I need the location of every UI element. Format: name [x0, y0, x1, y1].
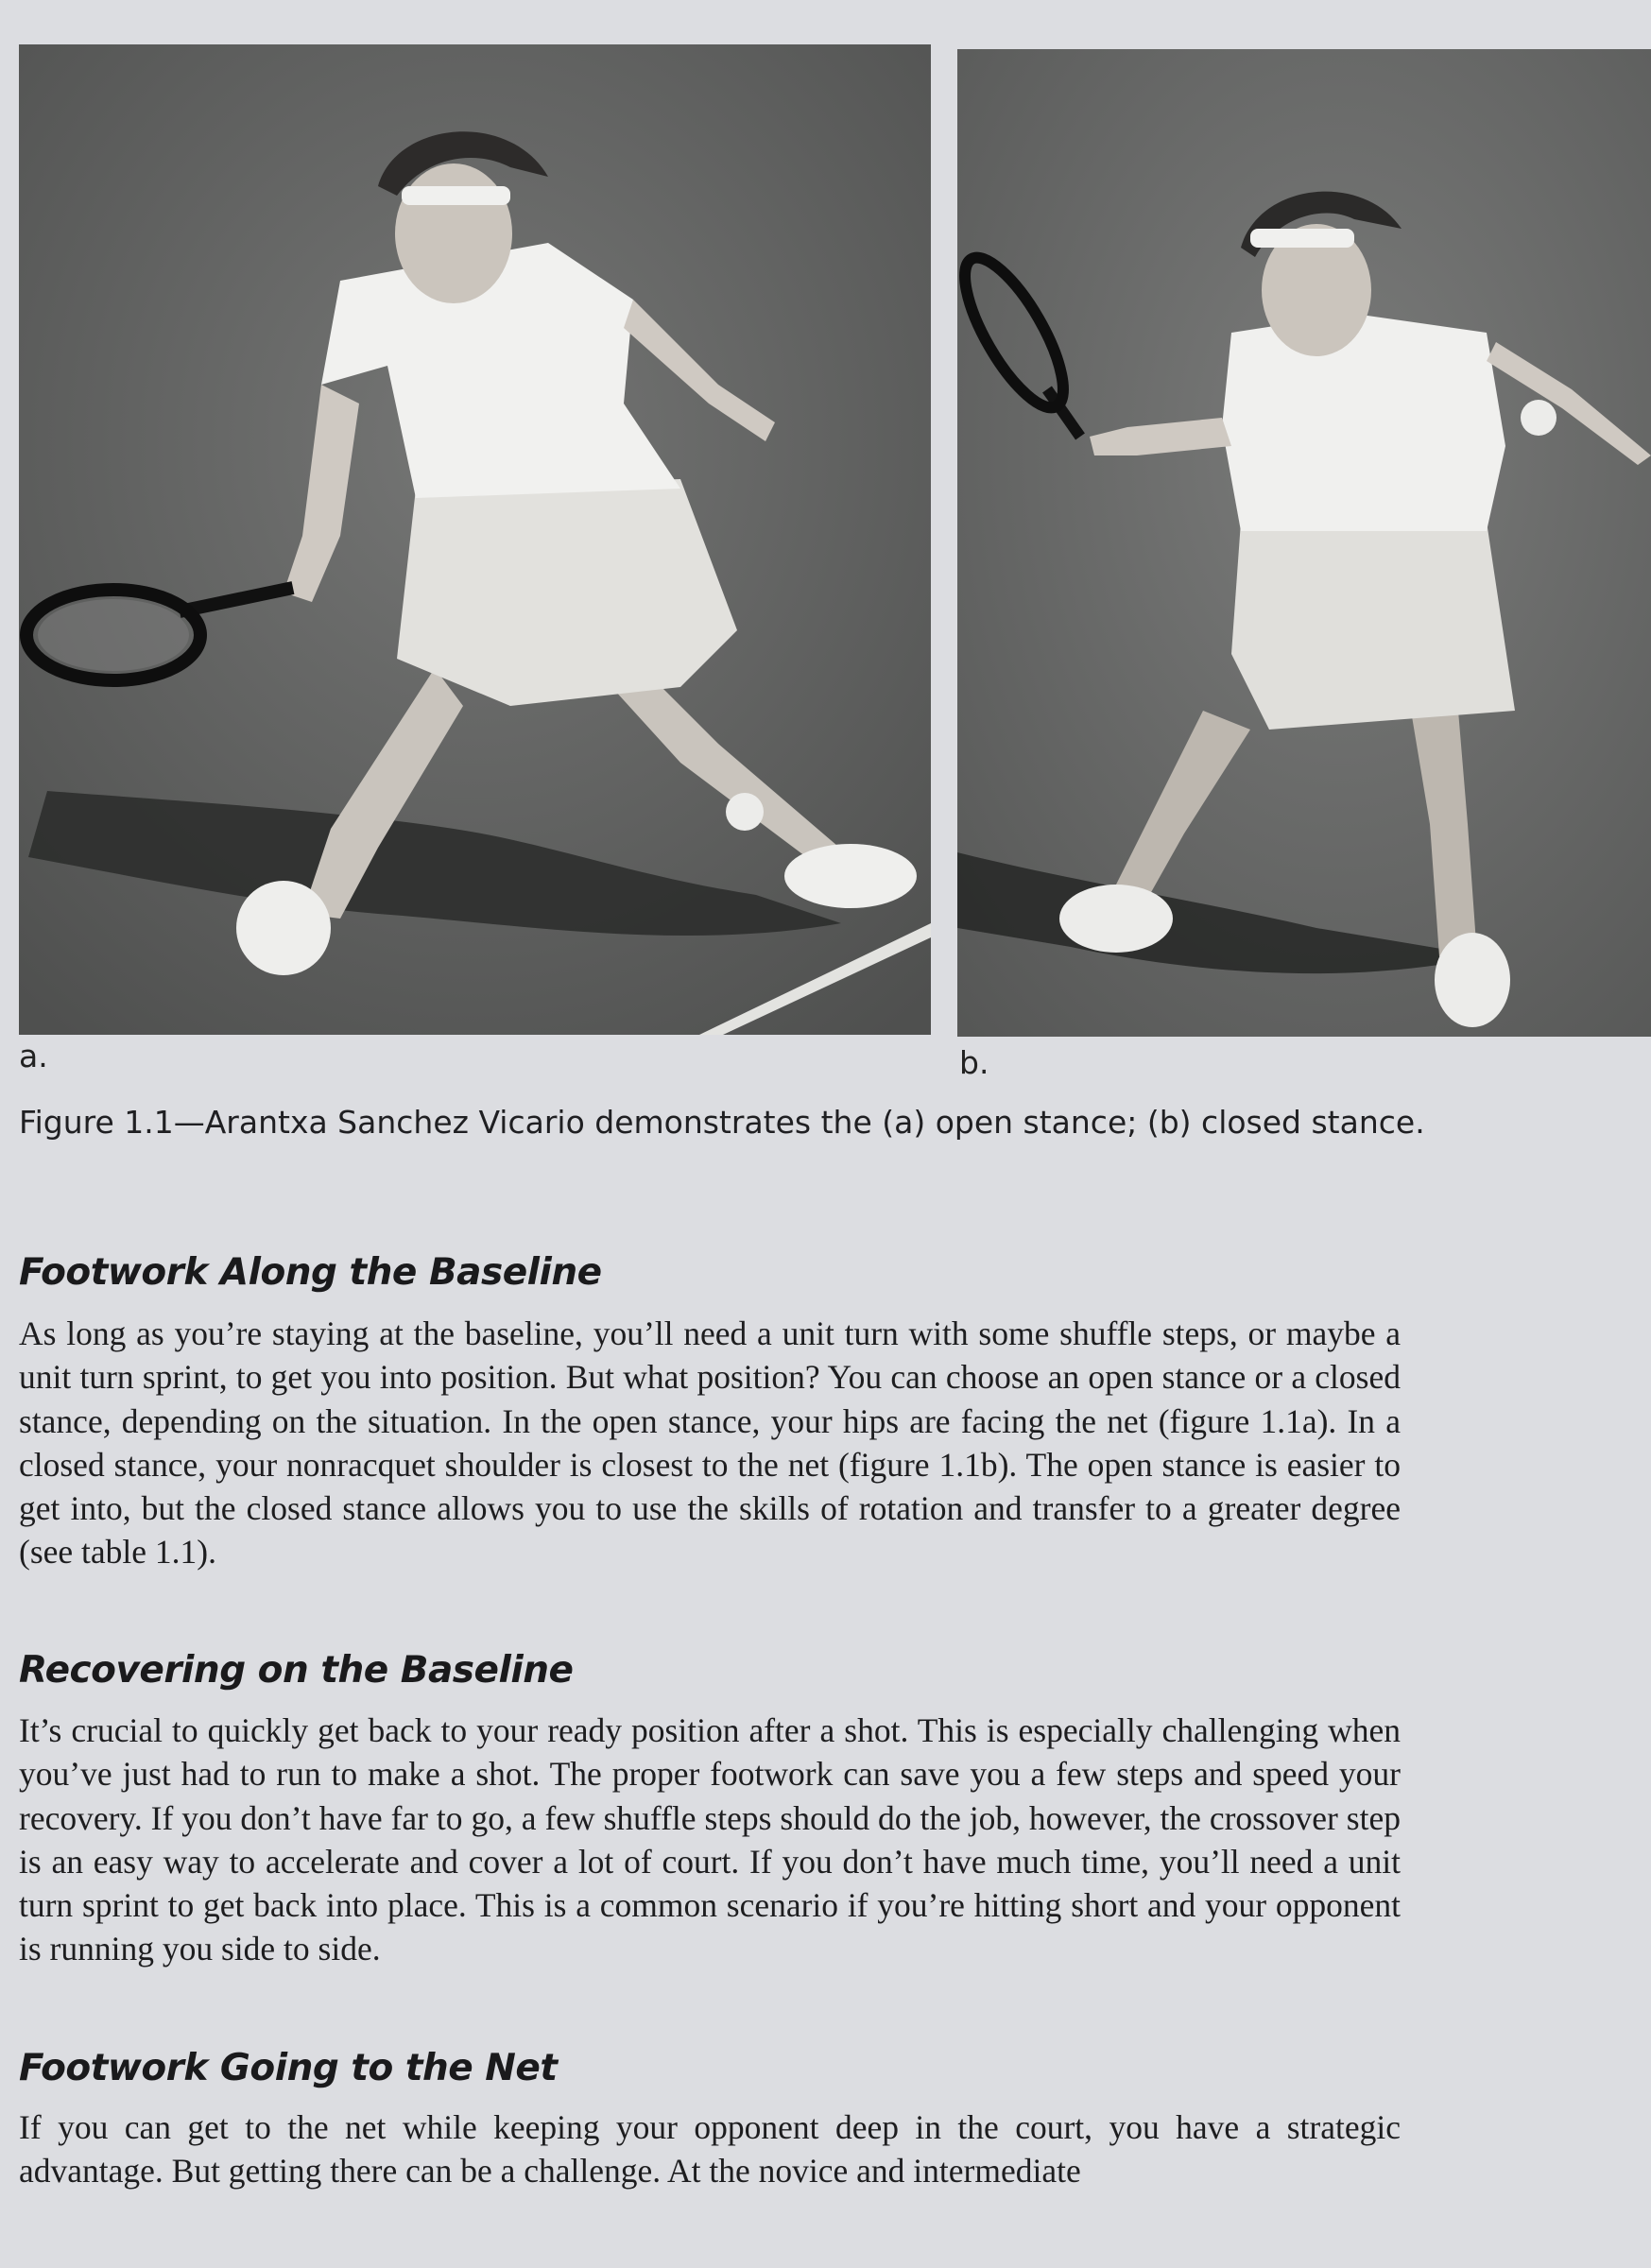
section-body-net-footwork: If you can get to the net while keeping your opponent deep in the court, you have a strategic advantage. But getting there can be a challenge. At the novice and intermediate: [19, 2108, 1401, 2191]
figure-caption: Figure 1.1—Arantxa Sanchez Vicario demonstrates the (a) open stance; (b) closed stance.: [19, 1104, 1425, 1141]
photo-closed-stance: [957, 49, 1651, 1037]
panel-label-b: b.: [959, 1044, 989, 1081]
section-heading-net-footwork: Footwork Going to the Net: [19, 2047, 558, 2089]
section-heading-baseline-footwork: Footwork Along the Baseline: [19, 1251, 602, 1294]
section-heading-recovering: Recovering on the Baseline: [19, 1649, 574, 1692]
section-body-baseline-footwork: As long as you’re staying at the baseline, you’ll need a unit turn with some shuffle steps, or maybe a unit turn sprint, to get you into position. But what position? You can choose an open stance or a closed stance, depending on the situation. In the open stance, your hips are facing the net (figure 1.1a). In a closed stance, your nonracquet shoulder is closest to the net (figure 1.1b). The open stance is easier to get into, but the closed stance allows you to use the skills of rotation and transfer to a greater degree (see table 1.1).: [19, 1314, 1401, 1572]
photo-open-stance: [19, 44, 931, 1035]
panel-label-a: a.: [19, 1038, 48, 1074]
section-body-recovering: It’s crucial to quickly get back to your ready position after a shot. This is especially challenging when you’ve just had to run to make a shot. The proper footwork can save you a few steps and speed your recovery. If you don’t have far to go, a few shuffle steps should do the job, however, the crossover step is an easy way to accelerate and cover a lot of court. If you don’t have much time, you’ll need a unit turn sprint to get back into place. This is a common scenario if you’re hitting short and your opponent is running you side to side.: [19, 1711, 1401, 1968]
